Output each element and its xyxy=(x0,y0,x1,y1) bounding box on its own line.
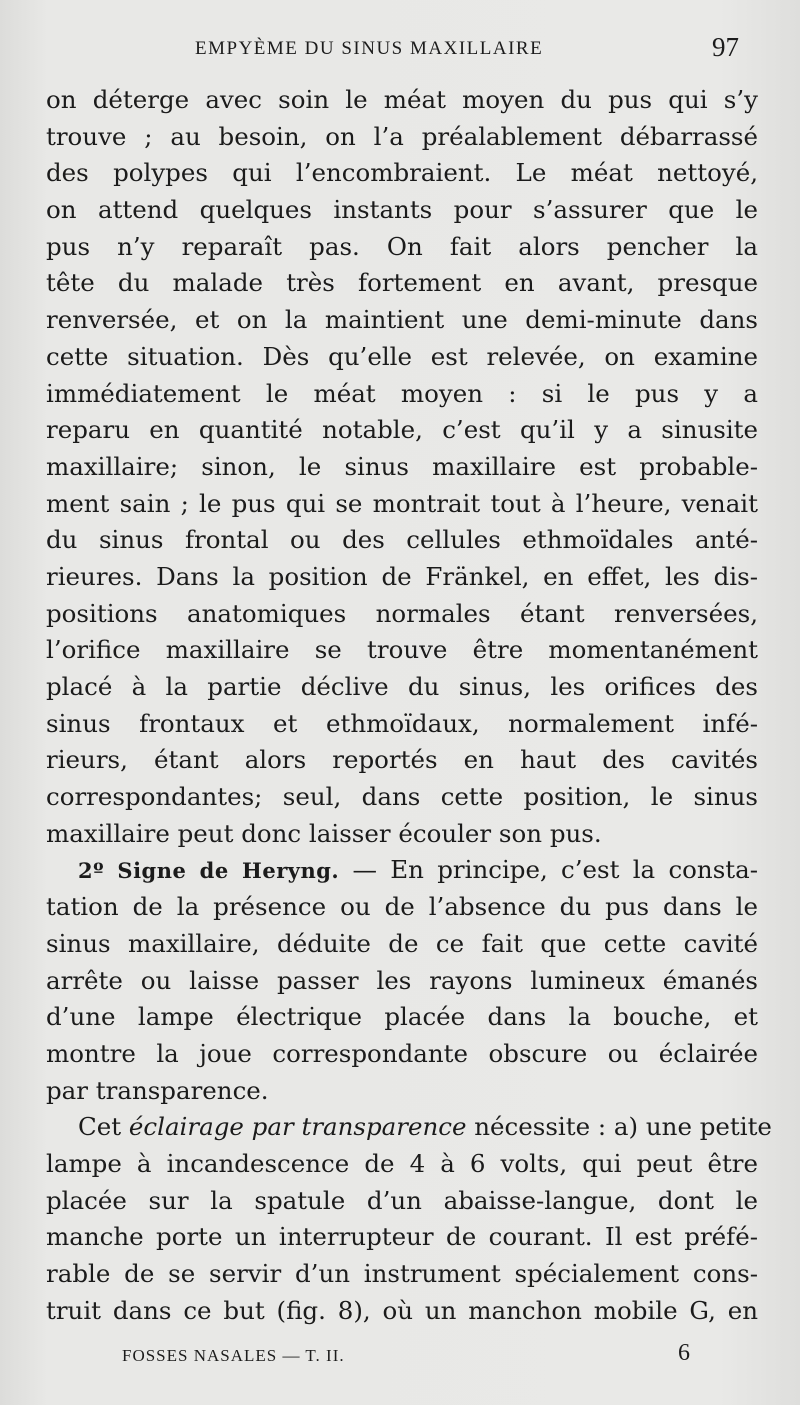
text-line: sinus maxillaire, déduite de ce fait que cette cavité xyxy=(46,928,758,958)
text-line: positions anatomiques normales étant renversées, xyxy=(46,598,758,628)
text-line: maxillaire; sinon, le sinus maxillaire est probable- xyxy=(46,451,758,481)
section-heading: 2º Signe de Heryng. xyxy=(78,858,340,884)
text-line: ment sain ; le pus qui se montrait tout à l’heure, venait xyxy=(46,488,758,518)
text-line: d’une lampe électrique placée dans la bouche, et xyxy=(46,1002,758,1032)
page-number: 97 xyxy=(712,32,739,62)
text-line: des polypes qui l’encombraient. Le méat nettoyé, xyxy=(46,158,758,188)
cet-suffix: nécessite : a) une petite xyxy=(466,1112,772,1142)
text-line: manche porte un interrupteur de courant. Il est préfé- xyxy=(46,1222,758,1252)
text-line: rieurs, étant alors reportés en haut des cavités xyxy=(46,745,758,775)
text-line: placée sur la spatule d’un abaisse-langue, dont le xyxy=(46,1185,758,1215)
text-line: du sinus frontal ou des cellules ethmoïdales anté- xyxy=(46,525,758,555)
text-line: tation de la présence ou de l’absence du pus dans le xyxy=(46,892,758,922)
running-title: EMPYÈME DU SINUS MAXILLAIRE xyxy=(195,38,544,59)
text-line: immédiatement le méat moyen : si le pus y a xyxy=(46,378,758,408)
running-head xyxy=(0,28,800,68)
text-line: renversée, et on la maintient une demi-minute dans xyxy=(46,305,758,335)
cet-prefix: Cet xyxy=(78,1112,129,1142)
text-line: on attend quelques instants pour s’assurer que le xyxy=(46,195,758,225)
text-line: maxillaire peut donc laisser écouler son pus. xyxy=(46,818,602,848)
heading-line-rest: — En principe, c’est la consta- xyxy=(339,855,758,885)
text-line: trouve ; au besoin, on l’a préalablement débarrassé xyxy=(46,121,758,151)
body-text xyxy=(46,82,772,1329)
text-line: rieures. Dans la position de Fränkel, en effet, les dis- xyxy=(46,561,758,591)
text-line: montre la joue correspondante obscure ou éclairée xyxy=(46,1038,758,1068)
italic-term: éclairage par transparence xyxy=(128,1112,467,1142)
text-line: reparu en quantité notable, c’est qu’il y a sinusite xyxy=(46,415,758,445)
text-line: par transparence. xyxy=(46,1075,269,1105)
text-line: tête du malade très fortement en avant, presque xyxy=(46,268,758,298)
text-line: on déterge avec soin le méat moyen du pus qui s’y xyxy=(46,85,758,114)
text-line: placé à la partie déclive du sinus, les orifices des xyxy=(46,672,758,701)
text-line: lampe à incandescence de 4 à 6 volts, qui peut être xyxy=(46,1148,758,1178)
text-line: rable de se servir d’un instrument spécialement cons- xyxy=(46,1259,758,1288)
heryng-heading-line xyxy=(46,852,758,889)
footer-signature: FOSSES NASALES — T. II. xyxy=(122,1346,345,1365)
text-line: sinus frontaux et ethmoïdaux, normalement infé- xyxy=(46,708,758,738)
text-line: cette situation. Dès qu’elle est relevée, on examine xyxy=(46,341,758,371)
text-line: pus n’y reparaît pas. On fait alors pencher la xyxy=(46,231,758,261)
text-line: correspondantes; seul, dans cette position, le sinus xyxy=(46,782,758,812)
text-line: arrête ou laisse passer les rayons lumineux émanés xyxy=(46,965,758,995)
page-footer xyxy=(0,1338,800,1378)
text-line: l’orifice maxillaire se trouve être momentanément xyxy=(46,635,758,665)
sheet-number: 6 xyxy=(678,1340,690,1366)
text-line: truit dans ce but (fig. 8), où un manchon mobile G, en xyxy=(46,1295,758,1325)
cet-paragraph-line xyxy=(46,1109,772,1146)
